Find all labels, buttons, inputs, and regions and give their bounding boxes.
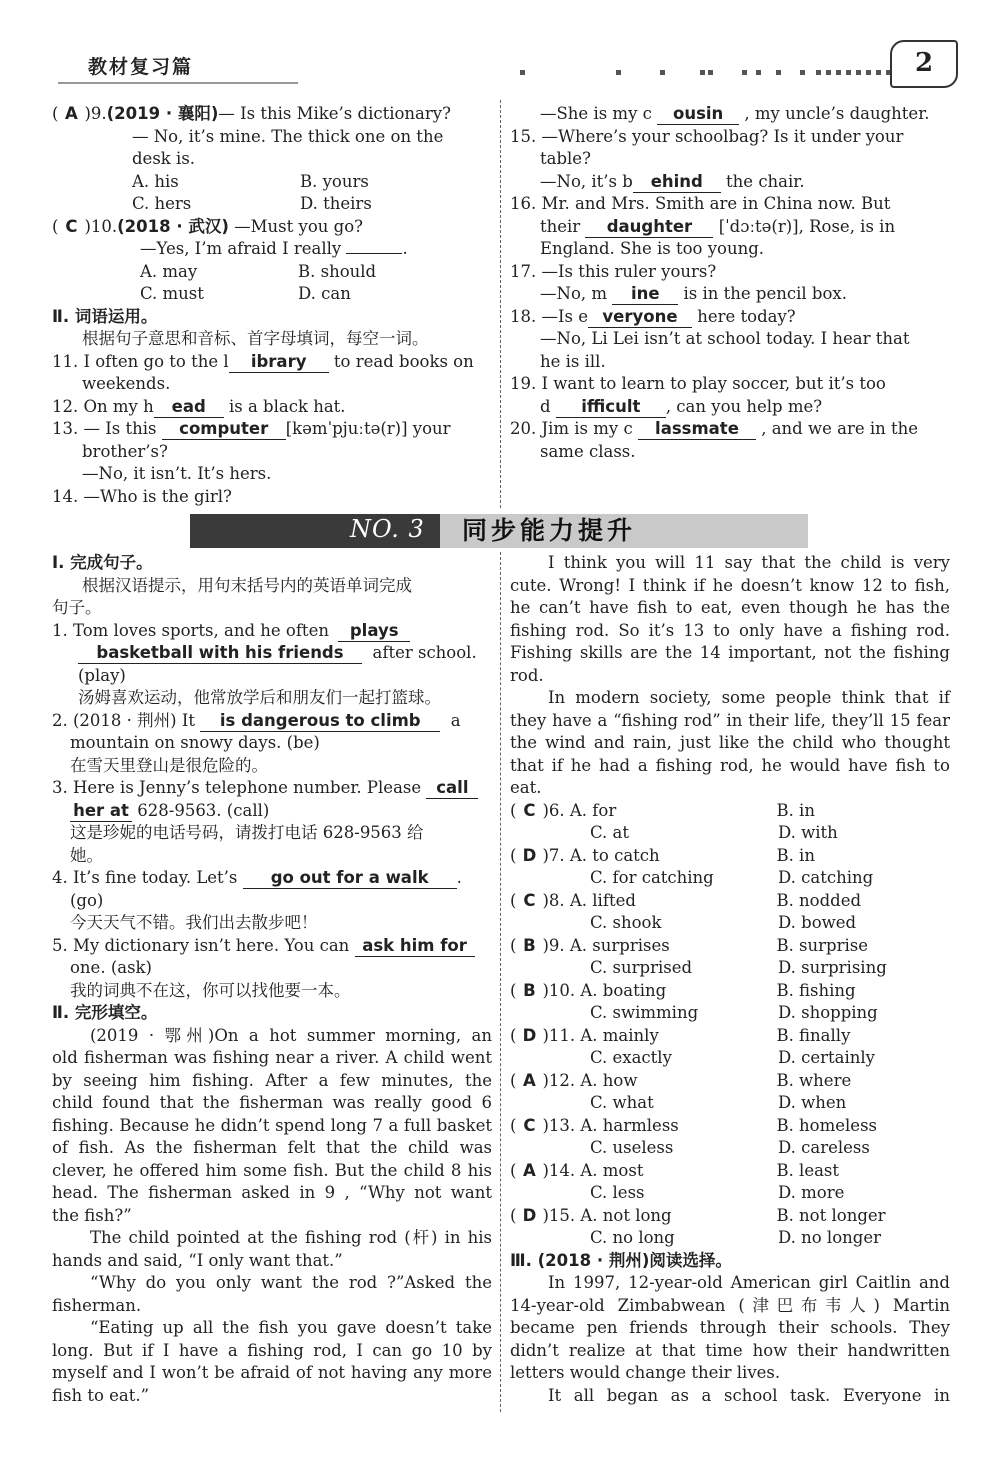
answer-blank: is dangerous to climb: [200, 711, 440, 732]
answer-blank: veryone: [588, 307, 692, 328]
passage-line: letters would change their lives.: [510, 1363, 781, 1382]
passage-line: fishing. Because he didn’t spend long 7 a full basket: [52, 1115, 492, 1135]
choice-options-row: [510, 1227, 950, 1250]
choice-option: C. exactly: [590, 1048, 672, 1067]
passage-line: rod.: [510, 665, 544, 685]
question-10: ( C )10.(2018 · 武汉) —Must you go?: [52, 216, 492, 239]
passage-line: the fish?”: [52, 1205, 132, 1225]
translation: 她。: [70, 845, 103, 865]
choice-option: )13. A. harmless: [542, 1115, 679, 1135]
choice-question: ( C )6. A. for B. in: [510, 800, 950, 823]
choice-option: D. careless: [778, 1138, 870, 1157]
answer-blank: ead: [154, 397, 224, 418]
passage-line: head. The fisherman asked in 9 , “Why not want: [52, 1183, 492, 1202]
text-line: same class.: [540, 441, 636, 461]
text-line: basketball with his friends after school.: [52, 642, 492, 665]
text-line: (go): [70, 890, 104, 910]
answer-mark: D: [522, 1205, 537, 1225]
choice-list: [510, 800, 950, 1250]
choice-option: )10. A. boating: [542, 980, 667, 1000]
passage-line: I think you will 11 say that the child is very: [548, 553, 950, 572]
choice-option: C. shook: [590, 913, 662, 932]
choice-option: D. more: [778, 1183, 845, 1202]
sentence-4: 4. It’s fine today. Let’s go out for a walk .: [52, 868, 462, 887]
answer-mark: D: [522, 845, 537, 865]
question-17: 17. —Is this ruler yours?: [510, 261, 717, 281]
passage-line: fisherman.: [52, 1295, 142, 1315]
choice-option: )6. A. for: [542, 800, 617, 820]
text-line: —No, it isn’t. It’s hers.: [82, 464, 272, 483]
passage-line: fish to eat.”: [52, 1385, 150, 1405]
options-row: A. may B. should: [140, 261, 377, 281]
text-line: mountain on snowy days. (be): [70, 733, 320, 752]
choice-options-row: [510, 1047, 950, 1070]
passage-line: the wind and rain, just like the child who thought: [510, 733, 950, 752]
choice-options-row: [510, 822, 950, 845]
choice-option: )8. A. lifted: [542, 890, 636, 910]
sentence-2: 2. (2018 · 荆州) It is dangerous to climb a: [52, 710, 461, 730]
translation: 这是珍妮的电话号码，请拨打电话 628-9563 给: [70, 823, 424, 842]
choice-option: D. bowed: [778, 913, 857, 932]
choice-option: B. finally: [776, 1025, 851, 1045]
column-divider: [500, 100, 501, 508]
header-divider: [58, 82, 298, 84]
page-number: 2: [890, 40, 958, 88]
answer-blank: basketball with his friends: [78, 643, 362, 664]
question-9: ( A )9.(2019 · 襄阳)— Is this Mike’s dictionary?: [52, 103, 492, 126]
question-14-answer: —She is my c ousin , my uncle’s daughter.: [540, 104, 930, 123]
choice-option: )14. A. most: [542, 1160, 644, 1180]
passage-line: he can’t have fish to eat, even though he has the: [510, 598, 950, 617]
section-title: 教材复习篇: [88, 56, 194, 78]
text-line: (play): [78, 665, 126, 685]
passage-line: Fishing skills are the 14 important, not the fishing: [510, 643, 950, 662]
section-heading: Ⅱ. 词语运用。: [52, 306, 158, 326]
text-line: — No, it’s mine. The thick one on the: [132, 126, 444, 146]
answer-mark: C: [523, 890, 536, 910]
choice-option: B. in: [776, 800, 815, 820]
options-row: C. hers D. theirs: [132, 194, 372, 213]
choice-option: C. for catching: [590, 868, 714, 887]
choice-option: B. not longer: [776, 1205, 886, 1225]
column-divider: [500, 552, 501, 1412]
choice-option: B. in: [776, 845, 815, 865]
translation: 我的词典不在这，你可以找他要一本。: [70, 980, 351, 1000]
answer-mark: B: [523, 980, 536, 1000]
passage-line: didn’t realize at that time how their handwritten: [510, 1340, 950, 1360]
choice-question: ( B )10. A. boating B. fishing: [510, 980, 950, 1003]
choice-question: ( D )11. A. mainly B. finally: [510, 1025, 950, 1048]
passage-line: In 1997, 12-year-old American girl Caitlin and: [548, 1273, 950, 1292]
choice-option: )7. A. to catch: [542, 845, 660, 865]
choice-option: B. nodded: [776, 890, 862, 910]
section-heading: Ⅲ. (2018 · 荆州)阅读选择。: [510, 1250, 732, 1270]
answer-blank: plays: [338, 621, 410, 642]
answer-blank: her at: [70, 801, 132, 822]
passage-line: myself and I won’t be afraid of not having any more: [52, 1363, 492, 1382]
answer-mark: A: [523, 1160, 536, 1180]
passage-line: hands and said, “I only want that.”: [52, 1250, 343, 1270]
choice-question: ( C )8. A. lifted B. nodded: [510, 890, 950, 913]
passage-line: long. But if I have a fishing rod, I can go 10 by: [52, 1340, 492, 1360]
translation: 在雪天里登山是很危险的。: [70, 755, 268, 775]
choice-question: ( D )15. A. not long B. not longer: [510, 1205, 950, 1228]
passage-line: In modern society, some people think that if: [548, 688, 950, 707]
instruction: 句子。: [52, 598, 102, 617]
answer-mark: B: [523, 935, 536, 955]
choice-option: C. surprised: [590, 958, 693, 977]
choice-options-row: [510, 1182, 950, 1205]
blank[interactable]: [346, 253, 402, 254]
choice-options-row: [510, 1002, 950, 1025]
banner-title: 同步能力提升: [462, 516, 637, 545]
choice-options-row: [510, 1137, 950, 1160]
choice-option: D. when: [778, 1093, 847, 1112]
choice-option: )11. A. mainly: [542, 1025, 659, 1045]
choice-option: D. with: [778, 823, 838, 842]
passage-line: (2019 · 鄂州)On a hot summer morning, an: [90, 1025, 492, 1045]
sentence-1: 1. Tom loves sports, and he often plays: [52, 620, 492, 643]
choice-option: C. no long: [590, 1228, 675, 1247]
passage-line: became pen friends through their schools. They: [510, 1318, 950, 1337]
options-row: C. must D. can: [140, 284, 351, 303]
choice-option: D. no longer: [778, 1228, 881, 1247]
section-heading: Ⅱ. 完形填空。: [52, 1003, 158, 1022]
answer-mark: D: [522, 1025, 537, 1045]
choice-option: B. surprise: [776, 935, 868, 955]
text-line: desk is.: [132, 149, 196, 168]
question-15: 15. —Where’s your schoolbag? Is it under your: [510, 126, 904, 146]
answer-mark: C: [523, 1115, 536, 1135]
passage-line: clever, he offered him some fish. But the child 8 his: [52, 1160, 492, 1180]
passage-line: eat.: [510, 778, 542, 797]
choice-options-row: [510, 1092, 950, 1115]
section-banner: [190, 514, 808, 548]
banner-number: NO. 3: [350, 515, 425, 543]
part2-left-column: [52, 552, 492, 1407]
decorative-dots: [520, 70, 900, 82]
sentence-3: 3. Here is Jenny’s telephone number. Please call: [52, 777, 492, 800]
choice-option: D. surprising: [778, 958, 887, 977]
text-line: —No, m ine is in the pencil box.: [540, 284, 847, 303]
answer-blank: ifficult: [556, 397, 666, 418]
choice-options-row: [510, 867, 950, 890]
answer-blank: go out for a walk: [243, 868, 457, 889]
text-line: —No, Li Lei isn’t at school today. I hear that: [540, 329, 910, 348]
answer-mark: A: [65, 104, 78, 123]
options-row: A. his B. yours: [132, 171, 369, 191]
choice-options-row: [510, 957, 950, 980]
instruction: 根据汉语提示，用句末括号内的英语单词完成: [82, 575, 412, 595]
passage-line: cute. Wrong! I think if he doesn’t know 12 to fish,: [510, 575, 950, 595]
choice-question: ( B )9. A. surprises B. surprise: [510, 935, 950, 958]
passage-line: 14-year-old Zimbabwean (津巴布韦人) Martin: [510, 1295, 950, 1315]
instruction: 根据句子意思和音标、首字母填词，每空一词。: [82, 329, 429, 348]
passage-line: fishing rod. So it’s 13 to only have a fishing rod.: [510, 620, 950, 640]
choice-question: ( D )7. A. to catch B. in: [510, 845, 950, 868]
passage-line: by seeing him fishing. After a few minutes, the: [52, 1070, 492, 1090]
choice-option: C. at: [590, 823, 629, 842]
question-14: 14. —Who is the girl?: [52, 486, 232, 506]
passage-line: they have a “fishing rod” in their life, they’ll 15 fear: [510, 710, 950, 730]
choice-option: D. catching: [778, 868, 874, 887]
question-19: 19. I want to learn to play soccer, but it’s too: [510, 374, 886, 393]
choice-option: )15. A. not long: [542, 1205, 672, 1225]
text-line: brother’s?: [82, 441, 168, 461]
choice-option: )9. A. surprises: [542, 935, 670, 955]
choice-option: B. fishing: [776, 980, 856, 1000]
choice-question: ( A )12. A. how B. where: [510, 1070, 950, 1093]
text-line: d ifficult , can you help me?: [540, 396, 823, 416]
answer-mark: A: [523, 1070, 536, 1090]
answer-blank: lassmate: [638, 419, 756, 440]
choice-option: D. certainly: [778, 1048, 875, 1067]
passage-line: of fish. As the fisherman felt that the child was: [52, 1138, 492, 1157]
answer-mark: C: [65, 216, 78, 236]
choice-option: C. swimming: [590, 1003, 699, 1022]
choice-option: C. useless: [590, 1138, 674, 1157]
text-line: one. (ask): [70, 958, 152, 977]
passage-line: child found that the fisherman was really good 6: [52, 1093, 492, 1112]
choice-option: B. homeless: [776, 1115, 878, 1135]
choice-option: )12. A. how: [542, 1070, 638, 1090]
answer-blank: ibrary: [229, 352, 329, 373]
passage-line: “Eating up all the fish you gave doesn’t take: [90, 1318, 492, 1337]
question-16: 16. Mr. and Mrs. Smith are in China now. But: [510, 194, 891, 213]
part1-right-column: [510, 103, 950, 463]
answer-blank: ousin: [657, 104, 739, 125]
text-line: table?: [540, 149, 591, 168]
answer-mark: C: [523, 800, 536, 820]
choice-option: B. where: [776, 1070, 852, 1090]
answer-blank: daughter: [585, 217, 713, 238]
translation: 汤姆喜欢运动，他常放学后和朋友们一起打篮球。: [78, 688, 441, 707]
text-line: weekends.: [82, 374, 171, 393]
text-line: he is ill.: [540, 351, 606, 371]
passage-line: that if he had a fishing rod, he would have fish to: [510, 755, 950, 775]
text-line: England. She is too young.: [540, 239, 765, 258]
text-line: her at 628-9563. (call): [52, 800, 492, 823]
choice-option: C. what: [590, 1093, 654, 1112]
text-line: —Yes, I’m afraid I really .: [140, 239, 408, 258]
passage-line: old fisherman was fishing near a river. A child went: [52, 1048, 492, 1067]
passage-line: The child pointed at the fishing rod (杆) in his: [90, 1228, 492, 1247]
choice-option: C. less: [590, 1183, 645, 1202]
choice-options-row: [510, 912, 950, 935]
passage-line: “Why do you only want the rod ?”Asked the: [90, 1273, 492, 1292]
answer-blank: call: [426, 778, 478, 799]
choice-option: B. least: [776, 1160, 840, 1180]
text-line: —No, it’s b ehind the chair.: [540, 171, 805, 191]
section-heading: Ⅰ. 完成句子。: [52, 553, 153, 572]
answer-blank: ask him for: [355, 936, 475, 957]
part2-right-column: [510, 552, 950, 1407]
answer-blank: ine: [612, 284, 678, 305]
question-13: 13. — Is this computer [kəmˈpjuːtə(r)] your: [52, 419, 451, 438]
translation: 今天天气不错。我们出去散步吧！: [70, 913, 318, 932]
choice-question: ( A )14. A. most B. least: [510, 1160, 950, 1183]
choice-option: D. shopping: [778, 1003, 878, 1022]
question-18: 18. —Is e veryone here today?: [510, 306, 796, 326]
sentence-5: 5. My dictionary isn’t here. You can ask him for: [52, 935, 492, 958]
answer-blank: ehind: [633, 172, 721, 193]
question-12: 12. On my h ead is a black hat.: [52, 396, 346, 416]
choice-question: ( C )13. A. harmless B. homeless: [510, 1115, 950, 1138]
question-11: 11. I often go to the l ibrary to read books on: [52, 351, 474, 371]
passage-line: It all began as a school task. Everyone in: [548, 1385, 950, 1405]
part1-left-column: [52, 103, 492, 508]
answer-blank: computer: [162, 419, 286, 440]
question-20: 20. Jim is my c lassmate , and we are in the: [510, 419, 919, 438]
text-line: their daughter [ˈdɔːtə(r)], Rose, is in: [540, 216, 896, 236]
